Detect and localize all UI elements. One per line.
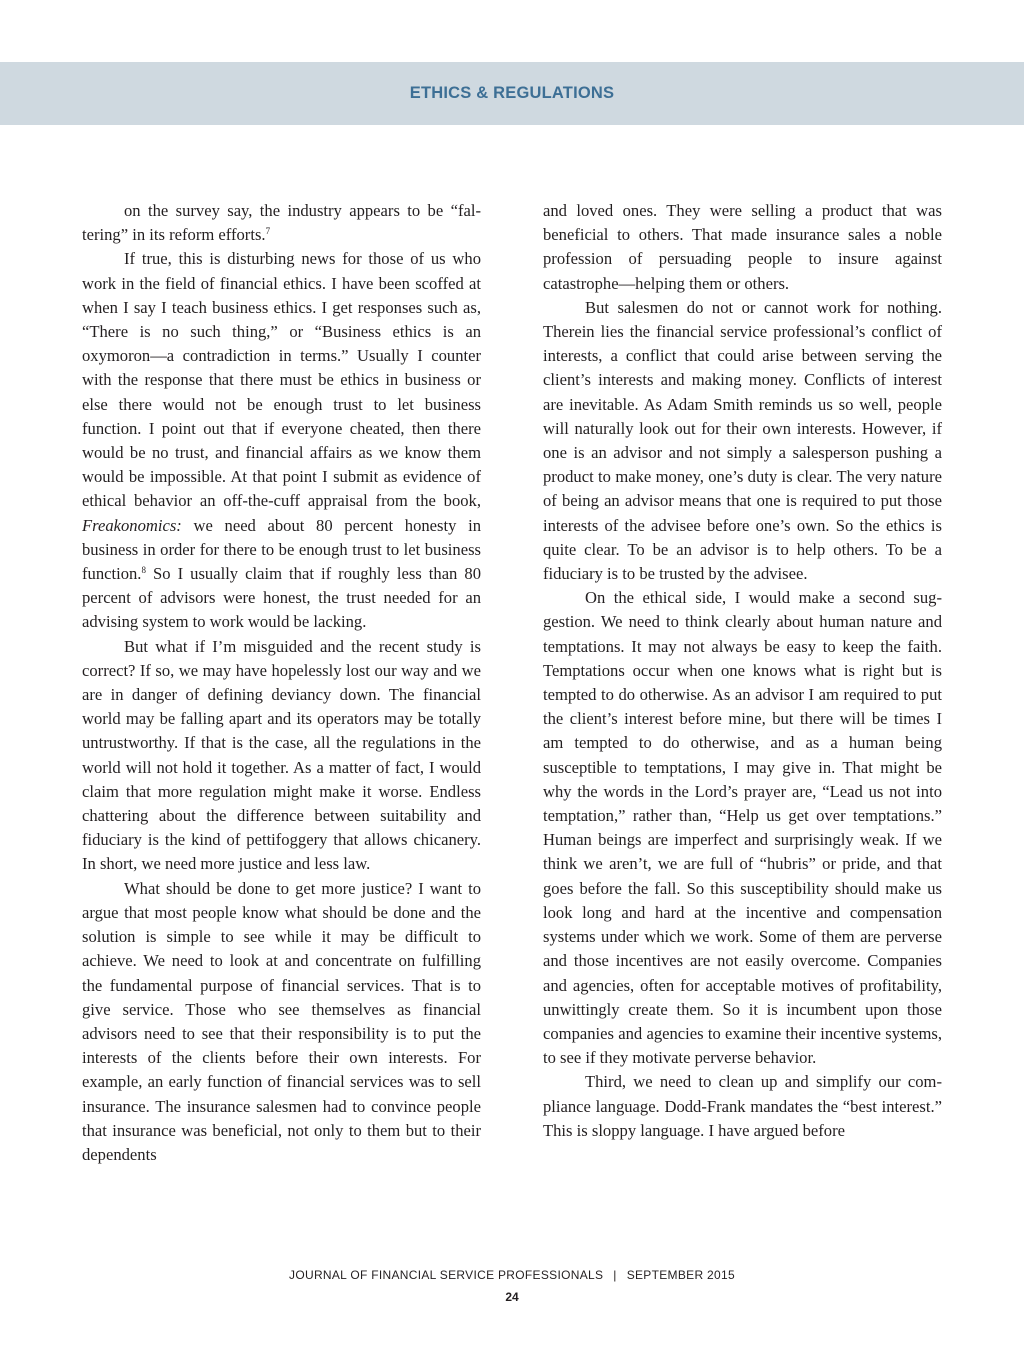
- left-column: [82, 199, 481, 1167]
- paragraph: On the ethical side, I would make a second suggestion. We need to think clearly about human nature and temptations. It may not always be easy to keep the faith. Temptations occur when one knows what is right but is tempted to do otherwise. As an advisor I am required to put the client’s interest before mine, but there will be times I am tempted to do otherwise, and as a human being susceptible to temptations, I may give in. That might be why the words in the Lord’s prayer are, “Lead us not into temptation,” rather than, “Help us get over temptations.” Human beings are imperfect and surprisingly weak. If we think we aren’t, we are full of “hubris” or pride, and that goes before the fall. So this susceptibility should make us look long and hard at the incentive and compensation systems under which we work. Some of them are perverse and those incentives are not easily overcome. Companies and agencies, often for acceptable motives of profitability, unwittingly create them. So it is incumbent upon those companies and agencies to examine their incentive systems, to see if they motivate perverse behavior.: [543, 588, 942, 1068]
- footer: [0, 1268, 1024, 1282]
- section-title: ETHICS & REGULATIONS: [409, 84, 615, 102]
- paragraph: If true, this is disturbing news for those of us who work in the field of financial ethics. I have been scoffed at when I say I teach business ethics. I get responses such as, “There is no such thing,” or “Business ethics is an oxymoron—a contradiction in terms.” Usually I counter with the response that there must be ethics in business or else there would not be enough trust to let business function. I point out that if everyone cheated, then there would be no trust, and financial affairs as we know them would be impossible. At that point I submit as evidence of ethical behavior an off-the-cuff appraisal from the book, Freakonomics: we need about 80 percent honesty in business in order for there to be enough trust to let business function.$^8$ So I usually claim that if roughly less than 80 percent of advisors were honest, the trust needed for an advising system to work would be lacking.: [82, 249, 482, 632]
- footnote-ref: 8: [141, 565, 146, 576]
- footer-separator: |: [613, 1268, 617, 1282]
- journal-name: JOURNAL OF FINANCIAL SERVICE PROFESSIONALS: [289, 1268, 604, 1282]
- paragraph: But what if I’m misguided and the recent study is correct? If so, we may have hopelessly lost our way and we are in danger of defining deviancy down. The financial world may be falling apart and its operators may be totally untrustworthy. If that is the case, all the regulations in the world will not hold it together. As a matter of fact, I would claim that more regulation might make it worse. Endless chattering about the difference between suitability and fiduciary is the kind of pettifoggery that allows chicanery. In short, we need more justice and less law.: [82, 636, 481, 874]
- paragraph: But salesmen do not or cannot work for nothing. Therein lies the financial service professional’s conflict of interests, a conflict that could arise between serving the client’s interests and making money. Conflicts of interest are inevitable. As Adam Smith reminds us so well, people will naturally look out for their own interests. However, if one is an advisor and not simply a salesperson pushing a product to make money, one’s duty is clear. The very nature of being an advisor means that one is required to put those interests of the advisee before one’s own. So the ethics is quite clear. To be an advisor is to help others. To be a fiduciary is to be trusted by the advisee.: [543, 297, 942, 584]
- paragraph: and loved ones. They were selling a product that was beneficial to others. That made insurance sales a noble profession of persuading people to insure against catastrophe—helping them or others.: [543, 201, 942, 293]
- issue-date: SEPTEMBER 2015: [626, 1268, 735, 1282]
- right-column: [543, 199, 942, 1143]
- paragraph: on the survey say, the industry appears to be “faltering” in its reform efforts.$^7$: [82, 201, 481, 245]
- paragraph: What should be done to get more justice? I want to argue that most people know what should be done and the solution is simple to see while it may be difficult to achieve. We need to look at and concentrate on fulfilling the fundamental purpose of financial services. That is to give service. Those who see themselves as financial advisors need to see that their responsibility is to put the interests of the clients before their own interests. For example, an early function of financial services was to sell insurance. The insurance salesmen had to convince people that insurance was beneficial, not only to them but to their dependents: [82, 878, 481, 1164]
- footnote-ref: 7: [265, 226, 271, 237]
- paragraph: Third, we need to clean up and simplify our compliance language. Dodd-Frank mandates the “best interest.” This is sloppy language. I have argued before: [543, 1072, 942, 1140]
- page-number: 24: [505, 1290, 519, 1304]
- book-title: Freakonomics:: [82, 515, 182, 535]
